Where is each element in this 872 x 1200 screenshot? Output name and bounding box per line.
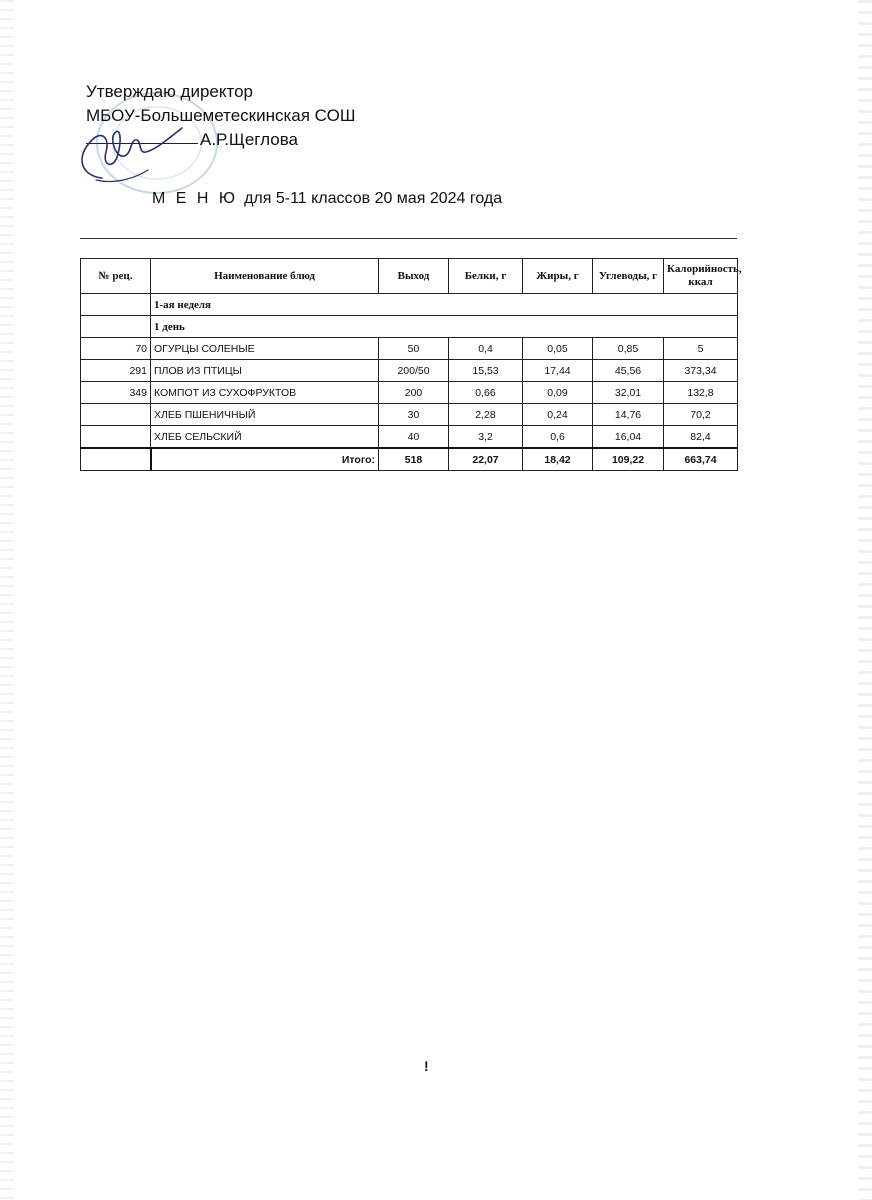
cell-fat: 0,6: [523, 426, 593, 449]
cell-carbs: 45,56: [593, 360, 664, 382]
total-fat: 18,42: [523, 448, 593, 471]
approval-title: Утверждаю директор: [86, 82, 254, 101]
header-yield: Выход: [379, 259, 449, 294]
cell-fat: 0,09: [523, 382, 593, 404]
header-protein: Белки, г: [449, 259, 523, 294]
table-row: [81, 360, 738, 382]
total-yield: 518: [379, 448, 449, 471]
menu-table: [80, 258, 742, 471]
cell-calories: 373,34: [664, 360, 738, 382]
title-divider: [80, 238, 737, 239]
week-label: 1-ая неделя: [151, 294, 738, 316]
cell-protein: 0,66: [449, 382, 523, 404]
cell-calories: 82,4: [664, 426, 738, 449]
table-row: [81, 338, 738, 360]
day-label: 1 день: [151, 316, 738, 338]
cell-carbs: 14,76: [593, 404, 664, 426]
header-calories: Калорийность, ккал: [664, 259, 738, 294]
table-row: [81, 382, 738, 404]
day-rec-cell: [81, 316, 151, 338]
scan-noise-right: [858, 0, 872, 1200]
menu-title: [152, 190, 502, 208]
cell-yield: 200/50: [379, 360, 449, 382]
cell-protein: 2,28: [449, 404, 523, 426]
total-rec-cell: [81, 448, 151, 471]
cell-dish: ХЛЕБ ПШЕНИЧНЫЙ: [151, 404, 379, 426]
cell-protein: 0,4: [449, 338, 523, 360]
cell-yield: 30: [379, 404, 449, 426]
table-header-row: [81, 259, 738, 294]
cell-rec: 291: [81, 360, 151, 382]
cell-calories: 5: [664, 338, 738, 360]
day-row: [81, 316, 738, 338]
cell-carbs: 32,01: [593, 382, 664, 404]
scan-noise-left: [0, 0, 14, 1200]
cell-rec: 349: [81, 382, 151, 404]
cell-dish: КОМПОТ ИЗ СУХОФРУКТОВ: [151, 382, 379, 404]
cell-fat: 0,24: [523, 404, 593, 426]
header-fat: Жиры, г: [523, 259, 593, 294]
total-label: Итого:: [151, 448, 379, 471]
total-row: [81, 448, 738, 471]
total-calories: 663,74: [664, 448, 738, 471]
cell-yield: 50: [379, 338, 449, 360]
total-carbs: 109,22: [593, 448, 664, 471]
week-row: [81, 294, 738, 316]
header-dish: Наименование блюд: [151, 259, 379, 294]
cell-rec: [81, 404, 151, 426]
header-carbs: Углеводы, г: [593, 259, 664, 294]
table-row: [81, 404, 738, 426]
cell-yield: 40: [379, 426, 449, 449]
cell-rec: [81, 426, 151, 449]
menu-title-details: для 5-11 классов 20 мая 2024 года: [244, 190, 503, 207]
week-rec-cell: [81, 294, 151, 316]
cell-calories: 132,8: [664, 382, 738, 404]
handwritten-signature: [62, 118, 192, 190]
cell-dish: ХЛЕБ СЕЛЬСКИЙ: [151, 426, 379, 449]
cell-protein: 15,53: [449, 360, 523, 382]
cell-fat: 0,05: [523, 338, 593, 360]
total-protein: 22,07: [449, 448, 523, 471]
cell-fat: 17,44: [523, 360, 593, 382]
cell-dish: ПЛОВ ИЗ ПТИЦЫ: [151, 360, 379, 382]
header-rec-no: № рец.: [81, 259, 151, 294]
school-name: МБОУ-Большеметескинская СОШ: [86, 106, 356, 125]
stray-mark: !: [424, 1058, 429, 1074]
cell-rec: 70: [81, 338, 151, 360]
cell-calories: 70,2: [664, 404, 738, 426]
cell-carbs: 0,85: [593, 338, 664, 360]
table-row: [81, 426, 738, 449]
menu-title-word: М Е Н Ю: [152, 190, 239, 207]
cell-carbs: 16,04: [593, 426, 664, 449]
signatory-name: А.Р.Щеглова: [200, 130, 298, 149]
cell-protein: 3,2: [449, 426, 523, 449]
cell-yield: 200: [379, 382, 449, 404]
cell-dish: ОГУРЦЫ СОЛЕНЫЕ: [151, 338, 379, 360]
